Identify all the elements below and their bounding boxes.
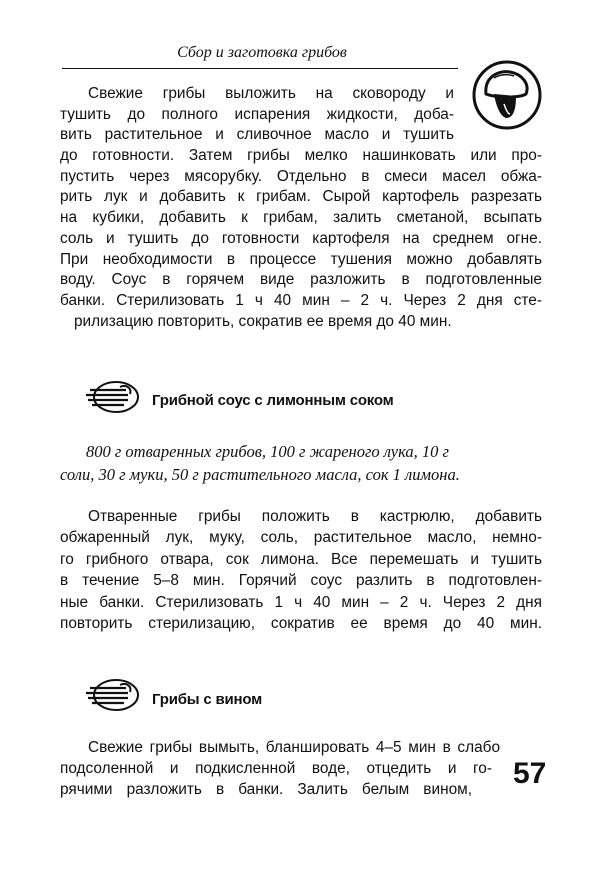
text-line: банки. Стерилизовать 1 ч 40 мин – 2 ч. Через 2 дня сте- [60,291,542,309]
text-line: Свежие грибы вымыть, бланшировать 4–5 мин в слабо [88,739,500,756]
text-line: рячими разложить в банки. Залить белым вином, [60,781,472,798]
text-line: пустить через мясорубку. Отдельно в смеси масел обжа- [60,167,542,185]
text-line: подсоленной и подкисленной воде, отцедить и го- [60,760,492,777]
cooking-pot-icon [82,676,142,712]
text-line: ные банки. Стерилизовать 1 ч 40 мин – 2 ч. Через 2 дня [60,593,542,611]
mushroom-icon [470,58,544,132]
text-line: соль и тушить до готовности картофеля на среднем огне. [60,229,542,247]
text-line: При необходимости в процессе тушения можно добавлять [60,250,542,268]
ingredients-line: 800 г отваренных грибов, 100 г жареного лука, 10 г [86,442,449,461]
text-line: обжаренный лук, муку, соль, растительное масло, немно- [60,529,542,547]
text-line: на кубики, добавить к грибам, залить сметаной, всыпать [60,209,542,227]
text-line: вить растительное и сливочное масло и тушить [60,126,454,144]
text-line: в течение 5–8 мин. Горячий соус разлить в подготовлен- [60,572,542,590]
page-number: 57 [513,757,547,790]
text-line: го грибного отвара, сок лимона. Все перемешать и тушить [60,550,542,568]
text-line: рить лук и добавить к грибам. Сырой картофель разрезать [60,188,542,206]
text-line: Отваренные грибы положить в кастрюлю, добавить [88,508,542,525]
text-line: рилизацию повторить, сократив ее время до 40 мин. [74,312,452,330]
recipe-title: Грибы с вином [152,691,263,708]
running-header-title: Сбор и заготовка грибов [177,44,347,61]
text-line: тушить до полного испарения жидкости, доба- [60,105,454,123]
header-rule [62,68,458,69]
text-line: до готовности. Затем грибы мелко нашинковать или про- [60,147,542,164]
recipe-title: Грибной соус с лимонным соком [152,392,394,409]
text-line: воду. Соус в горячем виде разложить в подготовленные [60,271,542,289]
text-line: Свежие грибы выложить на сковороду и [88,85,454,102]
ingredients-line: соли, 30 г муки, 50 г растительного масла, сок 1 лимона. [60,465,460,484]
cooking-pot-icon [82,378,142,414]
text-line: повторить стерилизацию, сократив ее время до 40 мин. [60,615,542,632]
